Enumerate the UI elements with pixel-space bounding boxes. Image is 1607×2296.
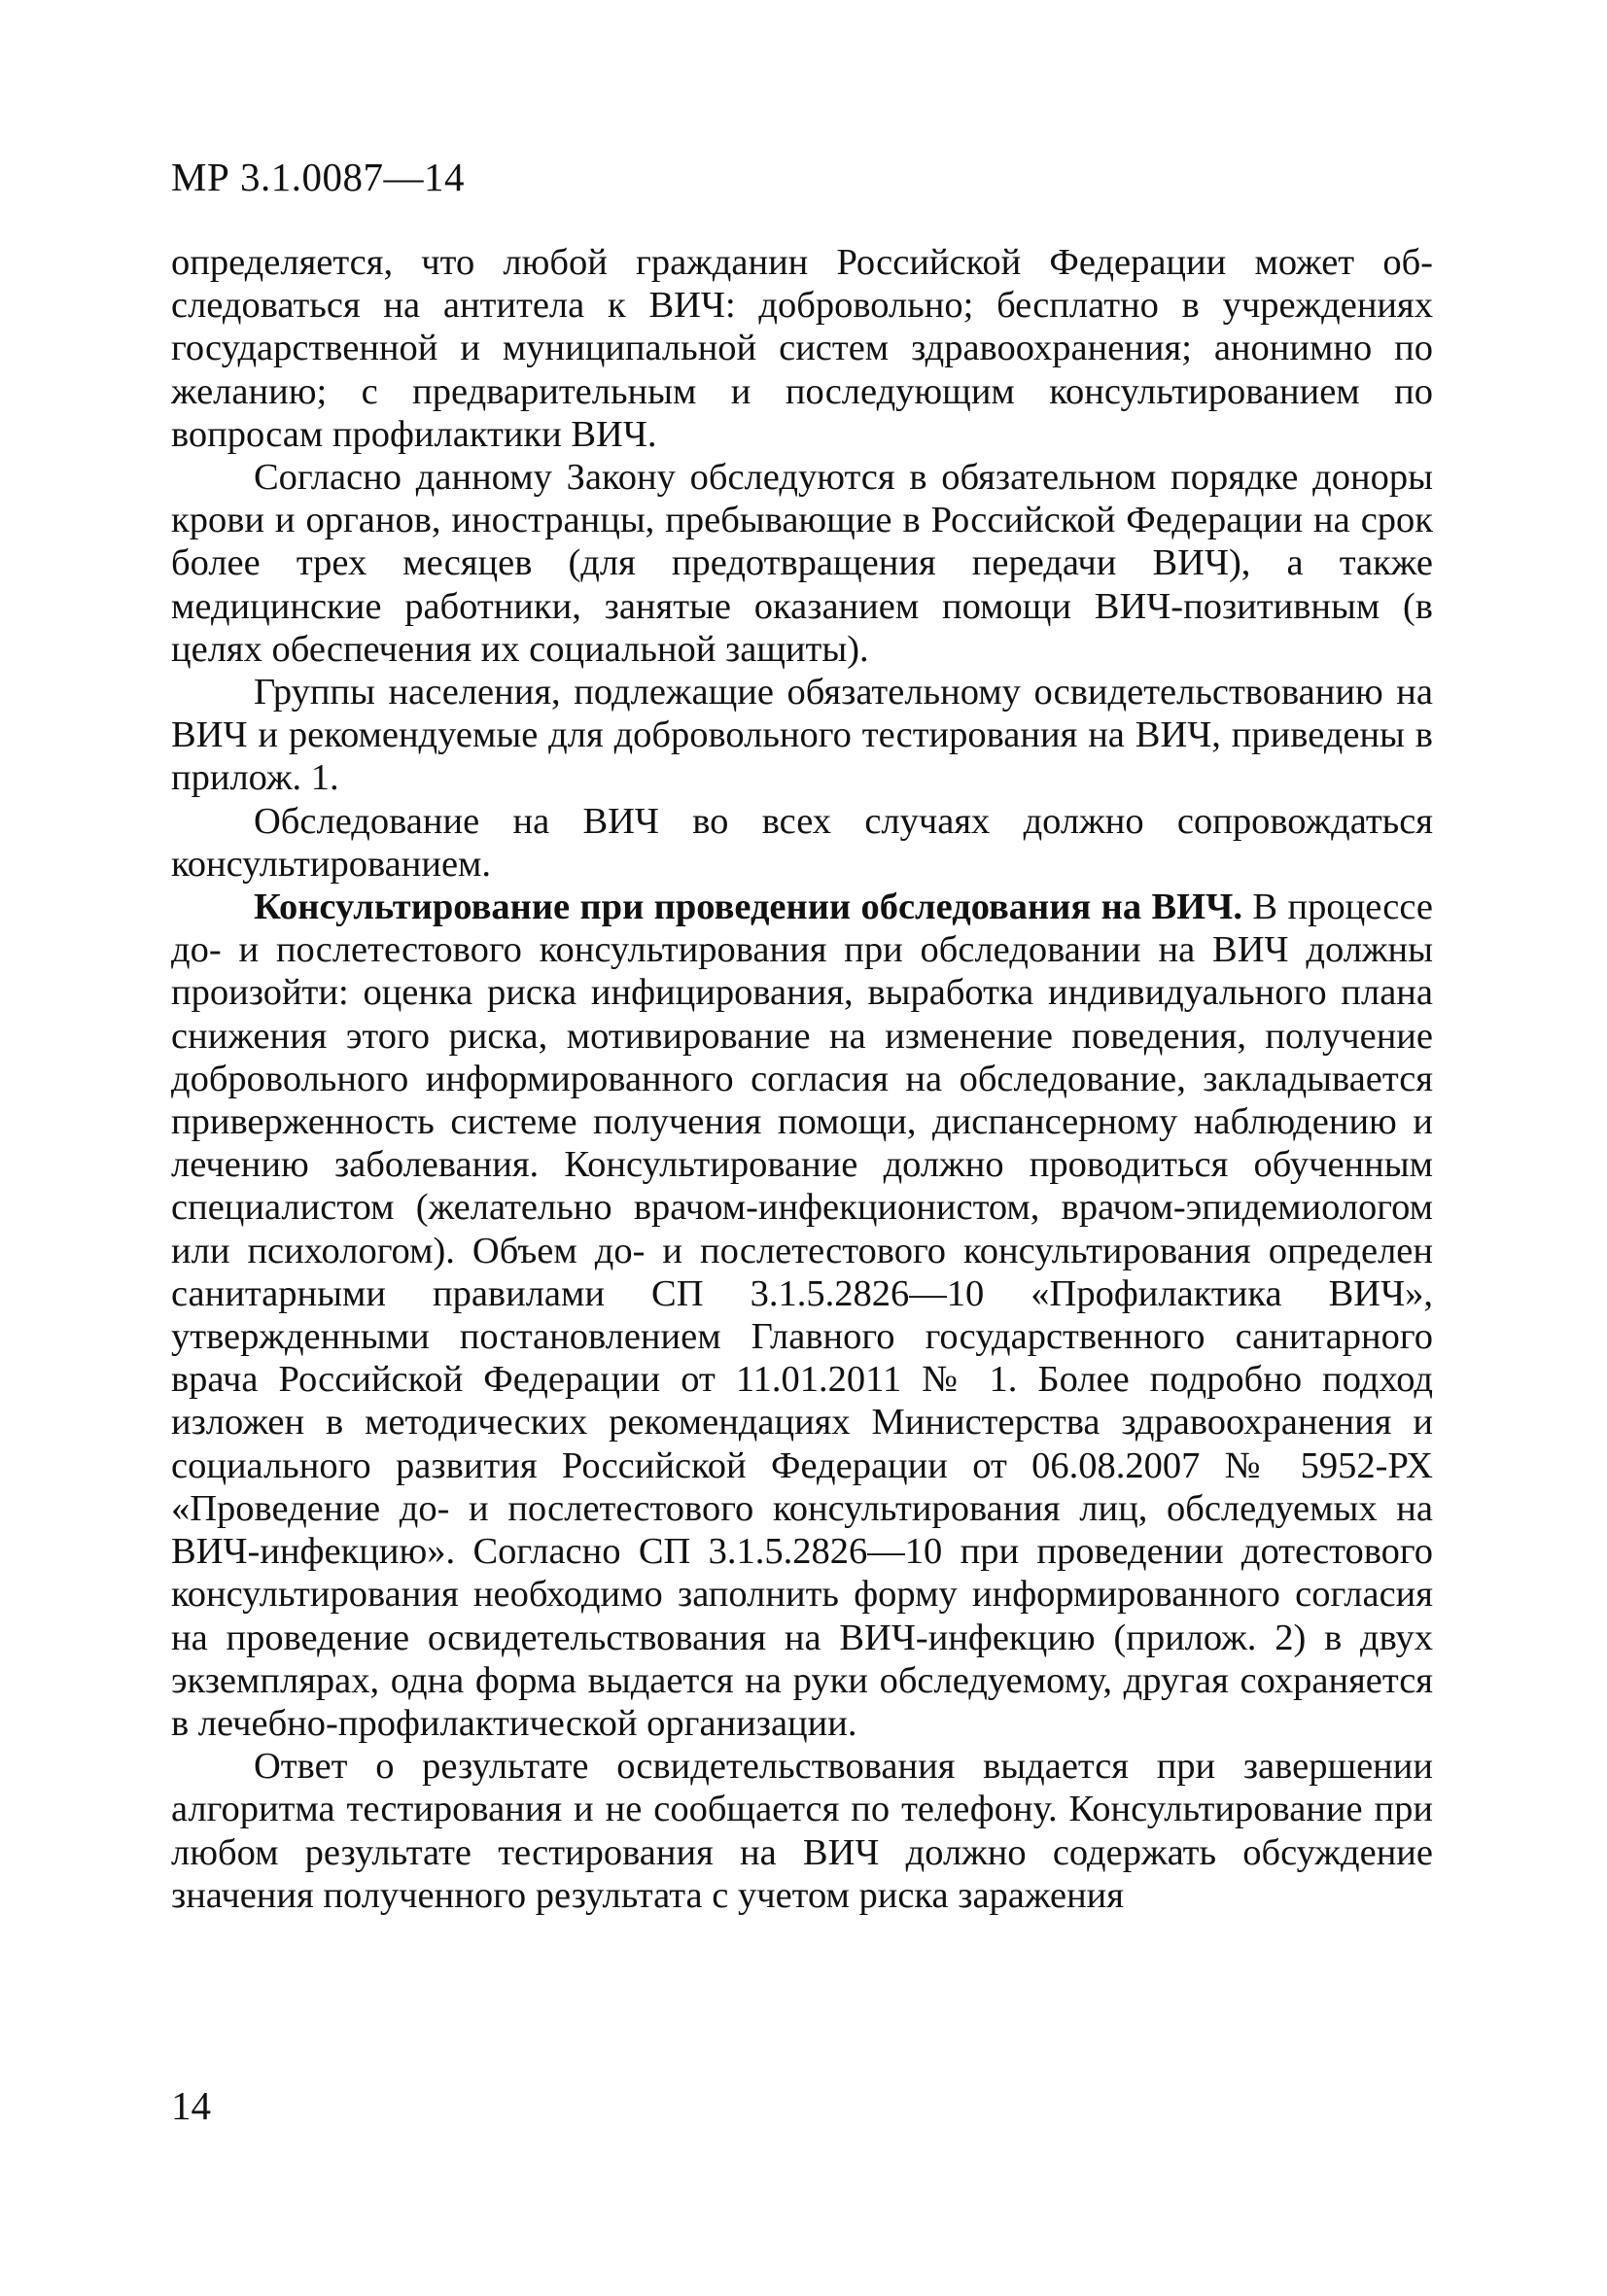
paragraph	[171, 456, 1433, 671]
section-heading: Консультирование при проведении обследования на ВИЧ.	[254, 887, 1242, 928]
paragraph-text: определяется, что любой гражданин Российской Федерации может обследоваться на антитела к ВИЧ: добровольно; бесплатно в учреждениях государственной и муниципальной систем здравоохранения; анонимно по желанию; с предварительным и последующим консультированием по вопросам профилактики ВИЧ.	[171, 242, 1433, 455]
paragraph-text: Ответ о результате освидетельствования выдается при завершении алгоритма тестирования и не сообщается по телефону. Консультирование при любом результате тестирования на ВИЧ должно содержать обсуждение значения полученного результата с учетом риска заражения	[171, 1746, 1433, 1916]
paragraph	[171, 241, 1433, 456]
page-number: 14	[171, 2083, 211, 2128]
paragraph-text: В процессе до- и послетестового консультирования при обследовании на ВИЧ должны произойти: оценка риска инфицирования, выработка индивидуального плана снижения этого риска, мотивирование на изменение поведения, получение добровольного информированного согласия на обследование, закладывается приверженность системе получения помощи, диспансерному наблюдению и лечению заболевания. Консультирование должно проводиться обученным специалистом (желательно врачом-инфекционистом, врачом-эпидемиологом или психологом). Объем до- и послетестового консультирования определен санитарными правилами СП 3.1.5.2826—10 «Профилактика ВИЧ», утвержденными постановлением Главного государственного санитарного врача Российской Федерации от 11.01.2011 № 1. Более подробно подход изложен в методических рекомендациях Министерства здравоохранения и социального развития Российской Федерации от 06.08.2007 № 5952-РХ «Проведение до- и послетестового консультирования лиц, обследуемых на ВИЧ-инфекцию». Согласно СП 3.1.5.2826—10 при проведении дотестового консультирования необходимо заполнить форму информированного согласия на проведение освидетельствования на ВИЧ-инфекцию (прилож. 2) в двух экземплярах, одна форма выдается на руки обследуемому, другая сохраняется в лечебно-профилактической организации.	[171, 887, 1433, 1744]
document-header: МР 3.1.0087—14	[171, 155, 466, 199]
document-body	[171, 241, 1433, 1917]
paragraph	[171, 800, 1433, 886]
paragraph	[171, 671, 1433, 800]
paragraph-text: Согласно данному Закону обследуются в обязательном порядке доноры крови и органов, иностранцы, пребывающие в Российской Федерации на срок более трех месяцев (для предотвращения передачи ВИЧ), а также медицинские работники, занятые оказанием помощи ВИЧ-позитивным (в целях обеспечения их социальной защиты).	[171, 457, 1433, 670]
paragraph	[171, 886, 1433, 1745]
paragraph	[171, 1745, 1433, 1917]
paragraph-text: Группы населения, подлежащие обязательному освидетельствованию на ВИЧ и рекомендуемые для добровольного тестирования на ВИЧ, приведены в прилож. 1.	[171, 672, 1433, 799]
paragraph-text: Обследование на ВИЧ во всех случаях должно сопровождаться консультированием.	[171, 800, 1433, 885]
